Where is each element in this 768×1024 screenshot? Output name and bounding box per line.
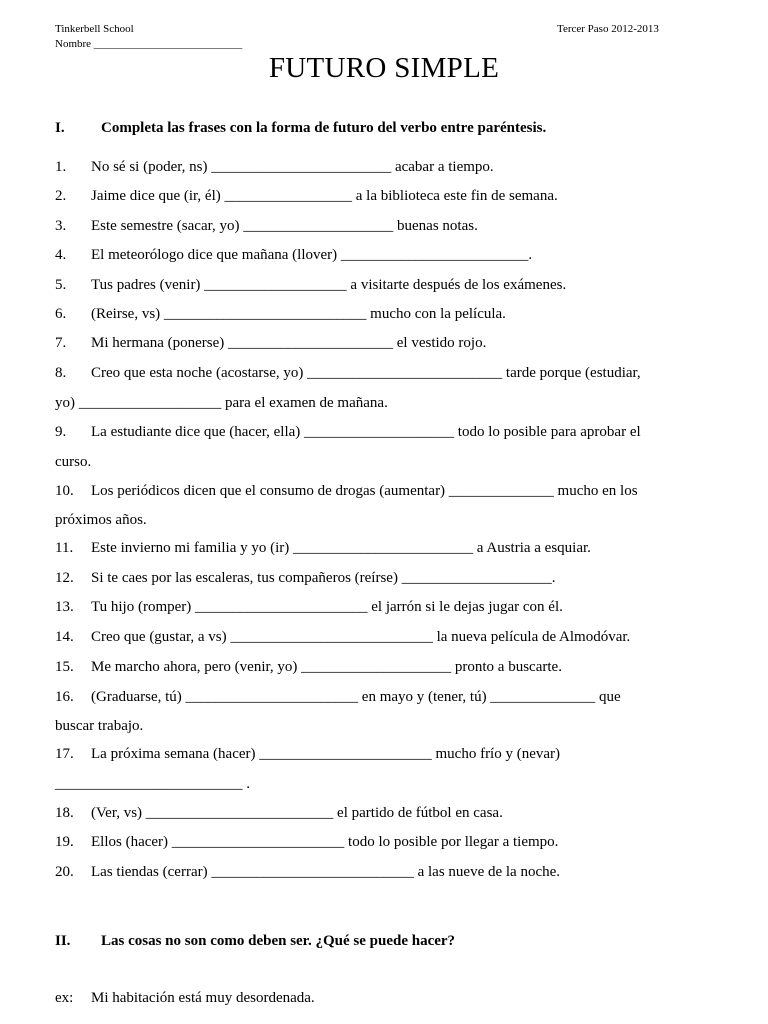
section-1-number: I. [55,120,65,136]
exercise-number: 1. [55,159,67,175]
exercise-line [55,187,558,206]
exercise-line [55,745,560,764]
exercise-line [55,334,486,353]
exercise-line-continued [55,394,388,413]
exercise-number: 14. [55,629,74,645]
exercise-text: Jaime dice que (ir, él) _________________ a la biblioteca este fin de semana. [91,188,558,204]
example-line [55,989,315,1008]
student-name-field: Nombre ___________________________ [55,38,243,50]
exercise-text: (Reirse, vs) ___________________________ mucho con la película. [91,306,506,322]
exercise-number: 16. [55,689,74,705]
exercise-line [55,482,638,501]
exercise-text: buscar trabajo. [55,718,144,734]
exercise-line [55,688,621,707]
section-1-instruction: Completa las frases con la forma de futuro del verbo entre paréntesis. [101,120,547,136]
exercise-text: Tu hijo (romper) _______________________ el jarrón si le dejas jugar con él. [91,599,563,615]
exercise-line [55,539,591,558]
exercise-text: Este invierno mi familia y yo (ir) ________________________ a Austria a esquiar. [91,540,591,556]
exercise-line [55,364,641,383]
example-label: ex: [55,990,74,1006]
exercise-number: 11. [55,540,74,556]
exercise-text: Tus padres (venir) ___________________ a visitarte después de los exámenes. [91,277,567,293]
exercise-number: 13. [55,599,74,615]
exercise-text: Me marcho ahora, pero (venir, yo) ____________________ pronto a buscarte. [91,659,562,675]
exercise-number: 18. [55,805,74,821]
exercise-line [55,833,558,852]
exercise-text: Mi hermana (ponerse) ______________________ el vestido rojo. [91,335,487,351]
exercise-text: Los periódicos dicen que el consumo de drogas (aumentar) ______________ mucho en los [91,483,638,499]
exercise-number: 7. [55,335,67,351]
exercise-text: curso. [55,454,92,470]
exercise-text: (Graduarse, tú) _______________________ en mayo y (tener, tú) ______________ que [91,689,621,705]
exercise-text: _________________________ . [55,776,250,792]
school-name: Tinkerbell School [55,23,134,35]
section-2-instruction: Las cosas no son como deben ser. ¿Qué se puede hacer? [101,933,456,949]
exercise-number: 5. [55,277,67,293]
exercise-number: 9. [55,424,67,440]
term-label: Tercer Paso 2012-2013 [557,23,659,35]
exercise-text: yo) ___________________ para el examen de mañana. [55,395,388,411]
exercise-text: Las tiendas (cerrar) ___________________________ a las nueve de la noche. [91,864,561,880]
exercise-line [55,246,532,265]
exercise-number: 12. [55,570,74,586]
section-2-heading [55,932,455,951]
exercise-line [55,598,563,617]
exercise-text: La estudiante dice que (hacer, ella) ____________________ todo lo posible para aprobar el [91,424,641,440]
exercise-line [55,305,506,324]
section-2-number: II. [55,933,71,949]
exercise-text: Creo que esta noche (acostarse, yo) __________________________ tarde porque (estudiar, [91,365,641,381]
exercise-text: No sé si (poder, ns) ________________________ acabar a tiempo. [91,159,494,175]
exercise-line [55,804,503,823]
exercise-line [55,658,562,677]
exercise-number: 10. [55,483,74,499]
exercise-number: 3. [55,218,67,234]
exercise-line-continued [55,511,147,530]
exercise-text: Si te caes por las escaleras, tus compañeros (reírse) ____________________. [91,570,556,586]
exercise-text: próximos años. [55,512,147,528]
exercise-line [55,158,494,177]
exercise-line [55,423,641,442]
exercise-text: Este semestre (sacar, yo) ____________________ buenas notas. [91,218,478,234]
exercise-line [55,863,560,882]
exercise-number: 17. [55,746,74,762]
exercise-text: (Ver, vs) _________________________ el partido de fútbol en casa. [91,805,503,821]
exercise-number: 8. [55,365,67,381]
exercise-text: El meteorólogo dice que mañana (llover) _________________________. [91,247,533,263]
exercise-number: 20. [55,864,74,880]
exercise-text: La próxima semana (hacer) _______________________ mucho frío y (nevar) [91,746,561,762]
exercise-text: Ellos (hacer) _______________________ todo lo posible por llegar a tiempo. [91,834,559,850]
example-text: Mi habitación está muy desordenada. [91,990,315,1006]
exercise-number: 19. [55,834,74,850]
exercise-line-continued [55,453,91,472]
exercise-line [55,628,630,647]
page-title: FUTURO SIMPLE [268,52,500,84]
exercise-text: Creo que (gustar, a vs) ___________________________ la nueva película de Almodóvar. [91,629,631,645]
exercise-line-continued [55,775,250,794]
exercise-line [55,217,478,236]
exercise-number: 6. [55,306,67,322]
exercise-number: 4. [55,247,67,263]
exercise-line [55,276,566,295]
exercise-line [55,569,555,588]
exercise-number: 2. [55,188,67,204]
section-1-heading [55,119,546,138]
exercise-line-continued [55,717,143,736]
exercise-number: 15. [55,659,74,675]
